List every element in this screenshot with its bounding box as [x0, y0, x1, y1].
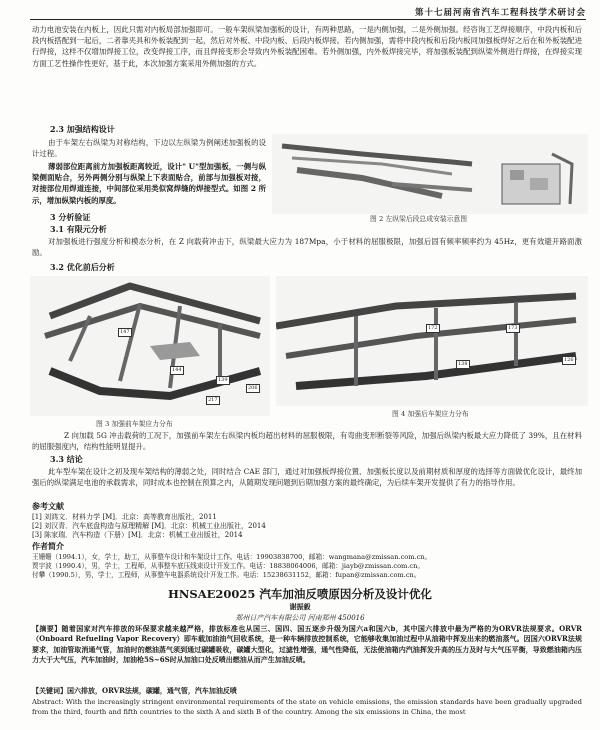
keywords: 【关键词】国六排放，ORVR法规，碳罐，通气管，汽车加油反喷 [32, 686, 237, 695]
reference-item: [1] 刘鸿文．材料力学 [M]．北京：高等教育出版社，2011 [32, 513, 217, 521]
paper-title: HNSAE20025 汽车加油反喷原因分析及设计优化 [168, 587, 432, 601]
paper-author: 谢振毅 [289, 602, 311, 611]
figure-4-drawing [276, 276, 588, 406]
body-paragraph-2: 由于车架左右纵梁为对称结构，下边以左纵梁为例阐述加强板的设计过程。 [32, 138, 266, 159]
section-heading-2-3: 2.3 加强结构设计 [50, 124, 115, 134]
figure-4-label: 138 [458, 361, 468, 367]
section-heading-3-2: 3.2 优化前后分析 [50, 262, 115, 272]
authors-heading: 作者简介 [32, 541, 64, 551]
figure-3-label: 217 [208, 397, 218, 403]
abstract-en: Abstract: With the increasingly stringent environmental requirements of the state on vehicle emissions, the emission standards have been gradually upgraded from the third, fourth and fifth countries to the sixth A and sixth B of the country. Among the six emissions in China, the most [32, 698, 582, 717]
abstract-cn: 【摘要】随着国家对汽车排放的环保要求越来越严格，排放标准也从国三、国四、国五逐步升级为国六a和国六b，其中国六排放中最为严格的为ORVR法规要求。ORVR（Onboard Refueling Vapor Recovery）即车载加油油气回收系统，是一种车辆排放控制系统，它能够收集加油过程中从油箱中挥发出来的燃油蒸气。因国六ORVR法规要求，加油管取消通气管，加油时的燃油蒸气须到通过碳罐吸收，碳罐大型化，过滤性增强，通气性降低，无法使油箱内汽油挥发升高的压力及时与大气压平衡，导致燃油箱内压力大于大气压，汽车加油时，加油枪5S~6S时从加油口处反喷出燃油从而产生加油反喷。 [32, 624, 582, 665]
figure-4 [276, 276, 588, 406]
paper-affiliation: 郑州日产汽车有限公司 河南郑州 450016 [235, 614, 365, 622]
section-heading-3-3: 3.3 结论 [50, 454, 83, 464]
figure-4-caption: 图 4 加强后车架应力分布 [392, 410, 469, 418]
body-paragraph-5: Z 向加载 5G 冲击载荷的工况下，加强前车架左右纵梁内板均超出材料的屈服极限，有弯曲变形断裂等风险，加强后纵梁内板最大应力降低了 39%，且在材料的屈服强度内，结构性能明显提升。 [32, 431, 582, 452]
figure-4-label: 172 [428, 325, 438, 331]
author-bio: 付攀（1990.5），男，学士，工程师，从事整车电器系统设计开发工作。电话：15238631152，邮箱：fupan@zmissan.com.cn。 [32, 571, 421, 579]
body-paragraph-4: 对加强板进行强度分析和模态分析，在 Z 向载荷冲击下，纵梁最大应力为 187Mpa，小于材料的屈服极限，加强后固有频率频率约为 45Hz，更有效避开路面激励。 [32, 237, 582, 258]
figure-3-caption: 图 3 加强前车架应力分布 [96, 420, 173, 428]
author-bio: 王姗姗（1994.1），女，学士，助工，从事整车设计和车架设计工作。电话：19903838700，邮箱：wangmana@zmissan.com.cn。 [32, 553, 432, 561]
figure-2 [272, 134, 588, 214]
body-paragraph-3: 薄弱部位距离前方加强板距离较近，设计" U"型加强板，一侧与纵梁侧面贴合，另外两侧分别与纵梁上下表面贴合，前部与加强板对接，对接部位用焊道连接，中间部位采用类似窝焊缝的焊接型式。如图 2 所示，增加纵梁内板的厚度。 [32, 162, 266, 205]
running-header: 第十七届河南省汽车工程科技学术研讨会 [414, 8, 586, 18]
header-rule [30, 19, 586, 20]
reference-item: [2] 刘汉青．汽车底盘构造与原理精解 [M]．北京：机械工业出版社，2014 [32, 522, 266, 530]
figure-4-label: 173 [508, 325, 518, 331]
figure-3-label: 144 [172, 367, 182, 373]
figure-3-label: 139 [218, 377, 228, 383]
section-heading-3: 3 分析验证 [50, 212, 91, 222]
figure-3 [30, 276, 270, 416]
figure-3-label: 147 [120, 329, 130, 335]
figure-3-label: 206 [248, 385, 258, 391]
figure-2-drawing [272, 134, 588, 214]
section-heading-3-1: 3.1 有限元分析 [50, 224, 107, 234]
body-paragraph-6: 此车型车架在设计之初及现车架结构的薄弱之处，同时结合 CAE 部门，通过对加强板焊接位置、加强板长度以及前期材质和厚度的选择等方面做优化设计，最终加强后的纵梁满足电池的承载需求，同时成本也控制在预算之内，从随期发现问题到后期加强方案的最终确定，为后续车架开发提供了有力的指导作用。 [32, 467, 582, 488]
references-heading: 参考文献 [32, 501, 64, 511]
reference-item: [3] 陈家瑞．汽车构造（下册）[M]．北京：机械工业出版社，2014 [32, 531, 243, 539]
body-paragraph-1: 动力电池安装在内板上，因此只需对内板局部加强即可。一般车架纵梁加强板的设计，有两种思路，一是内侧加强，二是外侧加强。经咨询工艺焊接顺序，中段内板和后段内板搭配到一起后，二者靠夹具和外板装配到一起，然后对外板、中段内板、后段内板焊接。若内侧加强，需将中段内板和后段内板同加强板焊好之后在和外板装配进行焊接，这样不仅增加焊接工位，改变焊接工序，而且焊接变形会导致内外板装配困难。若外侧加强，内外板焊接完毕，将加强板装配到纵梁外侧进行焊接，在焊接实现方面工艺性操作性更好，基于此，本次加强方案采用外侧加强的方式。 [32, 25, 582, 68]
figure-4-label: 126 [564, 357, 574, 363]
figure-2-caption: 图 2 左纵梁后段总成安装示意图 [370, 215, 468, 223]
figure-3-drawing [30, 276, 270, 416]
author-bio: 贾宇波（1990.4），男，学士，工程师，从事整车底压线束设计开发工作。电话：18838064006，邮箱：jiayb@zmissan.com.cn。 [32, 562, 424, 570]
